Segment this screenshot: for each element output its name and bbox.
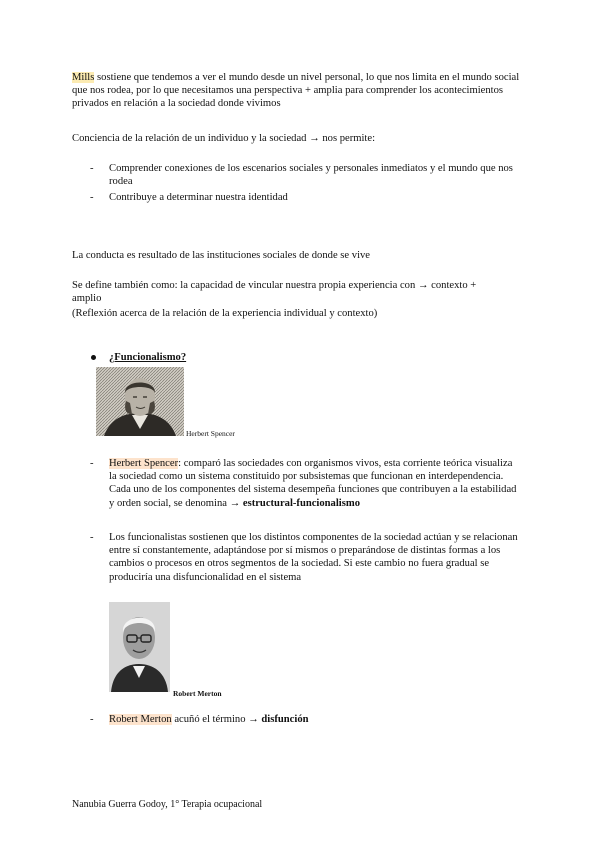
footer-author: Nanubia Guerra Godoy, 1° Terapia ocupacional xyxy=(72,799,263,810)
funcionalistas-text: Los funcionalistas sostienen que los distintos componentes de la sociedad actúan y se relacionan entre sí constantemente, adaptándose por sí mismos o preparándose de distintas formas a los cambios o procesos en otros segmentos de la sociedad. Si este cambio no fuera gradual se produciría una disfuncionalidad en el sistema xyxy=(109,532,518,583)
bullet-icon xyxy=(91,355,96,360)
list-item-text: Contribuye a determinar nuestra identidad xyxy=(109,192,288,203)
dash-marker: - xyxy=(90,532,94,543)
mills-highlight: Mills xyxy=(72,72,95,83)
merton-item-text xyxy=(109,713,521,726)
spencer-portrait xyxy=(96,367,184,436)
conducta-line: La conducta es resultado de las instituciones sociales de donde se vive xyxy=(72,250,371,261)
conciencia-line: Conciencia de la relación de un individuo y la sociedad → nos permite: xyxy=(72,133,376,144)
define-line: Se define también como: la capacidad de vincular nuestra propia experiencia con → contexto + amplio xyxy=(72,280,477,305)
funcionalismo-heading: ¿Funcionalismo? xyxy=(109,352,187,363)
merton-name-highlight: Robert Merton xyxy=(109,714,172,725)
spencer-name-highlight: Herbert Spencer xyxy=(109,458,179,469)
merton-portrait xyxy=(109,602,170,692)
dash-marker: - xyxy=(90,192,94,203)
dash-marker: - xyxy=(90,163,94,174)
reflexion-line: (Reflexión acerca de la relación de la experiencia individual y contexto) xyxy=(72,308,378,319)
intro-paragraph xyxy=(72,71,532,111)
term-estructural-funcionalismo: estructural-funcionalismo xyxy=(242,497,360,509)
spencer-caption: Herbert Spencer xyxy=(186,429,235,438)
list-item-text: Comprender conexiones de los escenarios sociales y personales inmediatos y el mundo que nos rodea xyxy=(109,163,513,188)
dash-marker: - xyxy=(90,714,94,725)
term-disfuncion: disfunción xyxy=(261,714,309,725)
merton-caption: Robert Merton xyxy=(173,689,222,698)
spencer-description: : comparó las sociedades con organismos vivos, esta corriente teórica visualiza la sociedad como un sistema constituido por subsistemas que funcionan en interdependencia. Cada uno de los componentes del sistema desempeña funciones que contribuyen a la estabilidad y orden social, se denomina → xyxy=(109,458,517,509)
intro-text: sostiene que tendemos a ver el mundo desde un nivel personal, lo que nos limita en el mundo social que nos rodea, por lo que necesitamos una perspectiva + amplia para comprender los acontecimientos privados en relación a la sociedad donde vivimos xyxy=(72,72,520,110)
dash-marker: - xyxy=(90,458,94,469)
spencer-item-text xyxy=(109,457,521,510)
merton-description: acuñó el término → xyxy=(171,714,262,725)
